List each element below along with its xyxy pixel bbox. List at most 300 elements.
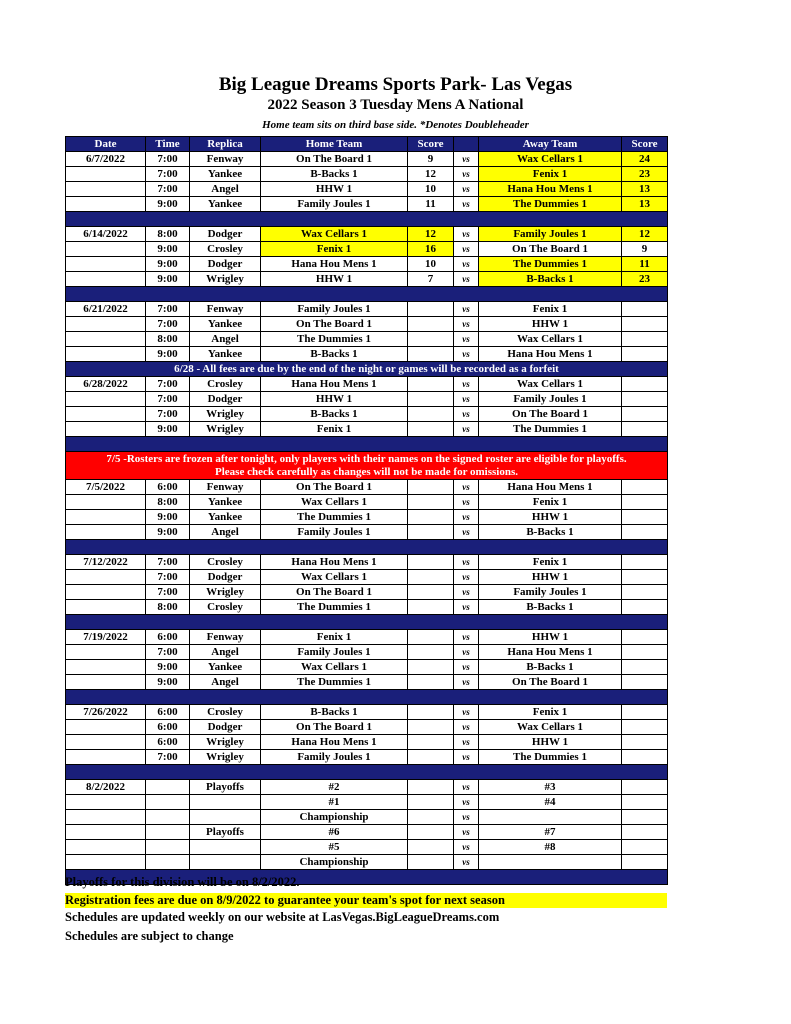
game-time: 6:00 bbox=[146, 735, 190, 750]
away-team: B-Backs 1 bbox=[479, 600, 622, 615]
home-score: 16 bbox=[408, 242, 454, 257]
game-date: 6/21/2022 bbox=[66, 302, 146, 317]
game-replica: Fenway bbox=[190, 152, 261, 167]
game-date: 7/5/2022 bbox=[66, 480, 146, 495]
schedule-body bbox=[66, 152, 668, 885]
home-team: Hana Hou Mens 1 bbox=[261, 555, 408, 570]
away-score: 13 bbox=[622, 182, 668, 197]
home-score: 11 bbox=[408, 197, 454, 212]
home-team: Hana Hou Mens 1 bbox=[261, 735, 408, 750]
away-score bbox=[622, 825, 668, 840]
away-team: HHW 1 bbox=[479, 510, 622, 525]
game-time bbox=[146, 825, 190, 840]
game-date: 6/14/2022 bbox=[66, 227, 146, 242]
vs-label: vs bbox=[454, 555, 479, 570]
away-score bbox=[622, 302, 668, 317]
game-date bbox=[66, 182, 146, 197]
home-score bbox=[408, 780, 454, 795]
game-time: 7:00 bbox=[146, 392, 190, 407]
home-team: On The Board 1 bbox=[261, 317, 408, 332]
away-team bbox=[479, 855, 622, 870]
vs-label: vs bbox=[454, 317, 479, 332]
footer-playoffs-note: Playoffs for this division will be on 8/2/2022. bbox=[65, 875, 300, 889]
home-team: Fenix 1 bbox=[261, 242, 408, 257]
game-date: 6/28/2022 bbox=[66, 377, 146, 392]
game-time bbox=[146, 795, 190, 810]
game-time: 7:00 bbox=[146, 407, 190, 422]
game-row bbox=[66, 227, 668, 242]
game-row bbox=[66, 392, 668, 407]
game-date bbox=[66, 750, 146, 765]
game-date bbox=[66, 645, 146, 660]
game-date bbox=[66, 242, 146, 257]
vs-label: vs bbox=[454, 660, 479, 675]
away-score bbox=[622, 750, 668, 765]
schedule-table bbox=[65, 136, 668, 885]
away-team: B-Backs 1 bbox=[479, 660, 622, 675]
home-score bbox=[408, 332, 454, 347]
roster-alert-row bbox=[66, 452, 668, 480]
away-score bbox=[622, 645, 668, 660]
game-date: 6/7/2022 bbox=[66, 152, 146, 167]
game-replica bbox=[190, 840, 261, 855]
game-row bbox=[66, 825, 668, 840]
home-team: #6 bbox=[261, 825, 408, 840]
away-score bbox=[622, 630, 668, 645]
home-score bbox=[408, 855, 454, 870]
home-score bbox=[408, 570, 454, 585]
vs-label: vs bbox=[454, 675, 479, 690]
game-row bbox=[66, 645, 668, 660]
home-team: Fenix 1 bbox=[261, 630, 408, 645]
away-score bbox=[622, 570, 668, 585]
away-team: Wax Cellars 1 bbox=[479, 720, 622, 735]
home-score bbox=[408, 585, 454, 600]
home-team: #2 bbox=[261, 780, 408, 795]
home-team: #5 bbox=[261, 840, 408, 855]
vs-label: vs bbox=[454, 407, 479, 422]
vs-label: vs bbox=[454, 302, 479, 317]
game-date bbox=[66, 392, 146, 407]
home-team: #1 bbox=[261, 795, 408, 810]
game-row bbox=[66, 720, 668, 735]
col-header-home-score: Score bbox=[408, 137, 454, 152]
game-row bbox=[66, 377, 668, 392]
away-team: HHW 1 bbox=[479, 317, 622, 332]
footer-change-note: Schedules are subject to change bbox=[65, 929, 234, 943]
game-row bbox=[66, 317, 668, 332]
vs-label: vs bbox=[454, 855, 479, 870]
separator-cell bbox=[66, 287, 668, 302]
away-score bbox=[622, 840, 668, 855]
separator-row bbox=[66, 690, 668, 705]
away-score bbox=[622, 495, 668, 510]
home-team: The Dummies 1 bbox=[261, 600, 408, 615]
col-header-date: Date bbox=[66, 137, 146, 152]
home-team: Wax Cellars 1 bbox=[261, 570, 408, 585]
game-time: 7:00 bbox=[146, 645, 190, 660]
game-date bbox=[66, 660, 146, 675]
home-team: Wax Cellars 1 bbox=[261, 495, 408, 510]
away-team: Wax Cellars 1 bbox=[479, 332, 622, 347]
game-date: 7/26/2022 bbox=[66, 705, 146, 720]
fee-notice-row bbox=[66, 362, 668, 377]
game-time: 9:00 bbox=[146, 347, 190, 362]
away-team: B-Backs 1 bbox=[479, 272, 622, 287]
game-row bbox=[66, 525, 668, 540]
game-time: 9:00 bbox=[146, 257, 190, 272]
vs-label: vs bbox=[454, 600, 479, 615]
col-header-home-team: Home Team bbox=[261, 137, 408, 152]
game-replica: Crosley bbox=[190, 555, 261, 570]
home-team: HHW 1 bbox=[261, 182, 408, 197]
away-team: The Dummies 1 bbox=[479, 257, 622, 272]
game-row bbox=[66, 495, 668, 510]
vs-label: vs bbox=[454, 347, 479, 362]
game-time: 7:00 bbox=[146, 152, 190, 167]
game-row bbox=[66, 510, 668, 525]
game-time: 9:00 bbox=[146, 422, 190, 437]
game-row bbox=[66, 735, 668, 750]
game-replica: Dodger bbox=[190, 227, 261, 242]
away-score bbox=[622, 720, 668, 735]
home-score bbox=[408, 480, 454, 495]
home-score bbox=[408, 302, 454, 317]
home-team: Family Joules 1 bbox=[261, 302, 408, 317]
game-row bbox=[66, 480, 668, 495]
game-replica: Wrigley bbox=[190, 735, 261, 750]
game-row bbox=[66, 555, 668, 570]
separator-cell bbox=[66, 765, 668, 780]
away-team: On The Board 1 bbox=[479, 675, 622, 690]
game-date bbox=[66, 495, 146, 510]
home-score: 10 bbox=[408, 257, 454, 272]
home-team: HHW 1 bbox=[261, 272, 408, 287]
game-replica: Angel bbox=[190, 645, 261, 660]
away-team: Hana Hou Mens 1 bbox=[479, 645, 622, 660]
away-score bbox=[622, 600, 668, 615]
home-team: B-Backs 1 bbox=[261, 347, 408, 362]
away-team: On The Board 1 bbox=[479, 407, 622, 422]
home-team: Family Joules 1 bbox=[261, 645, 408, 660]
game-replica: Angel bbox=[190, 332, 261, 347]
vs-label: vs bbox=[454, 167, 479, 182]
game-row bbox=[66, 197, 668, 212]
away-score bbox=[622, 735, 668, 750]
vs-label: vs bbox=[454, 750, 479, 765]
game-replica: Crosley bbox=[190, 600, 261, 615]
away-team: Hana Hou Mens 1 bbox=[479, 480, 622, 495]
home-score bbox=[408, 840, 454, 855]
separator-cell bbox=[66, 212, 668, 227]
vs-label: vs bbox=[454, 510, 479, 525]
game-row bbox=[66, 585, 668, 600]
home-team: On The Board 1 bbox=[261, 720, 408, 735]
home-team: B-Backs 1 bbox=[261, 167, 408, 182]
away-score bbox=[622, 525, 668, 540]
vs-label: vs bbox=[454, 272, 479, 287]
away-team: On The Board 1 bbox=[479, 242, 622, 257]
vs-label: vs bbox=[454, 392, 479, 407]
away-score: 24 bbox=[622, 152, 668, 167]
separator-row bbox=[66, 437, 668, 452]
game-time: 9:00 bbox=[146, 525, 190, 540]
game-date bbox=[66, 525, 146, 540]
home-team: The Dummies 1 bbox=[261, 675, 408, 690]
vs-label: vs bbox=[454, 422, 479, 437]
game-time: 8:00 bbox=[146, 495, 190, 510]
game-replica: Yankee bbox=[190, 510, 261, 525]
col-header-time: Time bbox=[146, 137, 190, 152]
away-team: Hana Hou Mens 1 bbox=[479, 182, 622, 197]
home-score bbox=[408, 720, 454, 735]
game-date: 8/2/2022 bbox=[66, 780, 146, 795]
game-time: 7:00 bbox=[146, 182, 190, 197]
footer-website-note: Schedules are updated weekly on our website at LasVegas.BigLeagueDreams.com bbox=[65, 910, 500, 924]
game-row bbox=[66, 660, 668, 675]
game-replica: Wrigley bbox=[190, 407, 261, 422]
game-replica: Crosley bbox=[190, 705, 261, 720]
game-date bbox=[66, 167, 146, 182]
roster-alert-cell bbox=[66, 452, 668, 480]
game-date: 7/19/2022 bbox=[66, 630, 146, 645]
vs-label: vs bbox=[454, 495, 479, 510]
home-score bbox=[408, 407, 454, 422]
away-team: The Dummies 1 bbox=[479, 750, 622, 765]
home-score bbox=[408, 630, 454, 645]
vs-label: vs bbox=[454, 825, 479, 840]
away-score bbox=[622, 392, 668, 407]
game-time bbox=[146, 840, 190, 855]
roster-alert-line2: Please check carefully as changes will not be made for omissions. bbox=[215, 465, 518, 478]
vs-label: vs bbox=[454, 480, 479, 495]
game-replica: Fenway bbox=[190, 302, 261, 317]
game-date bbox=[66, 825, 146, 840]
vs-label: vs bbox=[454, 810, 479, 825]
vs-label: vs bbox=[454, 795, 479, 810]
away-score: 11 bbox=[622, 257, 668, 272]
game-row bbox=[66, 167, 668, 182]
game-replica: Angel bbox=[190, 675, 261, 690]
away-score bbox=[622, 422, 668, 437]
game-replica: Dodger bbox=[190, 392, 261, 407]
game-time: 9:00 bbox=[146, 510, 190, 525]
game-row bbox=[66, 810, 668, 825]
vs-label: vs bbox=[454, 182, 479, 197]
away-score: 12 bbox=[622, 227, 668, 242]
home-score bbox=[408, 392, 454, 407]
table-header-row bbox=[66, 137, 668, 152]
vs-label: vs bbox=[454, 780, 479, 795]
game-time: 9:00 bbox=[146, 197, 190, 212]
game-replica: Dodger bbox=[190, 720, 261, 735]
away-score bbox=[622, 810, 668, 825]
game-replica: Fenway bbox=[190, 630, 261, 645]
game-date bbox=[66, 407, 146, 422]
game-date bbox=[66, 272, 146, 287]
game-replica: Dodger bbox=[190, 570, 261, 585]
separator-cell bbox=[66, 540, 668, 555]
vs-label: vs bbox=[454, 585, 479, 600]
separator-cell bbox=[66, 690, 668, 705]
game-replica: Yankee bbox=[190, 167, 261, 182]
home-score: 12 bbox=[408, 227, 454, 242]
game-row bbox=[66, 182, 668, 197]
home-score: 12 bbox=[408, 167, 454, 182]
away-team: #8 bbox=[479, 840, 622, 855]
home-score bbox=[408, 510, 454, 525]
game-replica: Playoffs bbox=[190, 825, 261, 840]
home-team: Family Joules 1 bbox=[261, 197, 408, 212]
away-score bbox=[622, 705, 668, 720]
game-replica: Angel bbox=[190, 525, 261, 540]
game-time: 7:00 bbox=[146, 377, 190, 392]
home-score bbox=[408, 645, 454, 660]
vs-label: vs bbox=[454, 570, 479, 585]
away-score: 23 bbox=[622, 167, 668, 182]
home-team: Hana Hou Mens 1 bbox=[261, 257, 408, 272]
game-date bbox=[66, 810, 146, 825]
game-replica bbox=[190, 810, 261, 825]
away-team: Wax Cellars 1 bbox=[479, 152, 622, 167]
home-score bbox=[408, 347, 454, 362]
vs-label: vs bbox=[454, 720, 479, 735]
away-team bbox=[479, 810, 622, 825]
game-time: 7:00 bbox=[146, 302, 190, 317]
vs-label: vs bbox=[454, 257, 479, 272]
game-time: 9:00 bbox=[146, 660, 190, 675]
home-score bbox=[408, 660, 454, 675]
away-team: #7 bbox=[479, 825, 622, 840]
game-date bbox=[66, 317, 146, 332]
away-team: Fenix 1 bbox=[479, 495, 622, 510]
home-team: The Dummies 1 bbox=[261, 510, 408, 525]
vs-label: vs bbox=[454, 227, 479, 242]
away-team: The Dummies 1 bbox=[479, 197, 622, 212]
home-team: Hana Hou Mens 1 bbox=[261, 377, 408, 392]
home-score bbox=[408, 317, 454, 332]
game-row bbox=[66, 750, 668, 765]
game-time: 8:00 bbox=[146, 227, 190, 242]
game-replica: Crosley bbox=[190, 242, 261, 257]
home-team: B-Backs 1 bbox=[261, 705, 408, 720]
game-time: 7:00 bbox=[146, 750, 190, 765]
home-score bbox=[408, 705, 454, 720]
separator-row bbox=[66, 615, 668, 630]
game-replica: Playoffs bbox=[190, 780, 261, 795]
game-time: 9:00 bbox=[146, 272, 190, 287]
away-score bbox=[622, 795, 668, 810]
home-score bbox=[408, 795, 454, 810]
separator-cell bbox=[66, 437, 668, 452]
vs-label: vs bbox=[454, 630, 479, 645]
game-row bbox=[66, 675, 668, 690]
game-row bbox=[66, 570, 668, 585]
away-score bbox=[622, 675, 668, 690]
away-team: The Dummies 1 bbox=[479, 422, 622, 437]
game-time bbox=[146, 780, 190, 795]
game-replica: Wrigley bbox=[190, 272, 261, 287]
away-team: Wax Cellars 1 bbox=[479, 377, 622, 392]
home-score: 7 bbox=[408, 272, 454, 287]
separator-row bbox=[66, 540, 668, 555]
game-replica: Wrigley bbox=[190, 585, 261, 600]
game-date bbox=[66, 675, 146, 690]
away-score bbox=[622, 585, 668, 600]
home-team: On The Board 1 bbox=[261, 480, 408, 495]
vs-label: vs bbox=[454, 645, 479, 660]
home-team: On The Board 1 bbox=[261, 152, 408, 167]
game-time: 9:00 bbox=[146, 675, 190, 690]
home-score bbox=[408, 525, 454, 540]
game-replica: Yankee bbox=[190, 495, 261, 510]
game-replica: Yankee bbox=[190, 347, 261, 362]
away-score: 13 bbox=[622, 197, 668, 212]
away-score bbox=[622, 510, 668, 525]
roster-alert-line1: 7/5 -Rosters are frozen after tonight, only players with their names on the signed roster are eligible for playoffs. bbox=[106, 452, 627, 465]
home-score bbox=[408, 555, 454, 570]
away-score bbox=[622, 317, 668, 332]
game-row bbox=[66, 840, 668, 855]
home-score: 10 bbox=[408, 182, 454, 197]
home-team: Fenix 1 bbox=[261, 422, 408, 437]
home-team: B-Backs 1 bbox=[261, 407, 408, 422]
col-header-away-score: Score bbox=[622, 137, 668, 152]
col-header-replica: Replica bbox=[190, 137, 261, 152]
separator-cell bbox=[66, 615, 668, 630]
page-title: Big League Dreams Sports Park- Las Vegas bbox=[218, 74, 573, 95]
game-replica: Crosley bbox=[190, 377, 261, 392]
game-row bbox=[66, 705, 668, 720]
game-time bbox=[146, 855, 190, 870]
away-team: Fenix 1 bbox=[479, 302, 622, 317]
vs-label: vs bbox=[454, 735, 479, 750]
game-row bbox=[66, 152, 668, 167]
home-score bbox=[408, 735, 454, 750]
game-date bbox=[66, 197, 146, 212]
vs-label: vs bbox=[454, 152, 479, 167]
home-score: 9 bbox=[408, 152, 454, 167]
game-time: 6:00 bbox=[146, 630, 190, 645]
game-replica: Yankee bbox=[190, 317, 261, 332]
game-row bbox=[66, 347, 668, 362]
away-team: HHW 1 bbox=[479, 735, 622, 750]
game-replica bbox=[190, 855, 261, 870]
game-date: 7/12/2022 bbox=[66, 555, 146, 570]
game-date bbox=[66, 422, 146, 437]
game-replica: Angel bbox=[190, 182, 261, 197]
game-date bbox=[66, 720, 146, 735]
away-team: HHW 1 bbox=[479, 570, 622, 585]
game-row bbox=[66, 332, 668, 347]
home-team-note: Home team sits on third base side. *Denotes Doubleheader bbox=[262, 119, 529, 131]
game-time: 6:00 bbox=[146, 480, 190, 495]
away-team: HHW 1 bbox=[479, 630, 622, 645]
game-time: 8:00 bbox=[146, 332, 190, 347]
home-score bbox=[408, 675, 454, 690]
separator-row bbox=[66, 765, 668, 780]
away-team: Family Joules 1 bbox=[479, 227, 622, 242]
home-score bbox=[408, 810, 454, 825]
away-score bbox=[622, 332, 668, 347]
away-team: B-Backs 1 bbox=[479, 525, 622, 540]
game-row bbox=[66, 795, 668, 810]
home-score bbox=[408, 495, 454, 510]
game-time: 6:00 bbox=[146, 720, 190, 735]
home-team: On The Board 1 bbox=[261, 585, 408, 600]
game-row bbox=[66, 407, 668, 422]
away-score bbox=[622, 347, 668, 362]
